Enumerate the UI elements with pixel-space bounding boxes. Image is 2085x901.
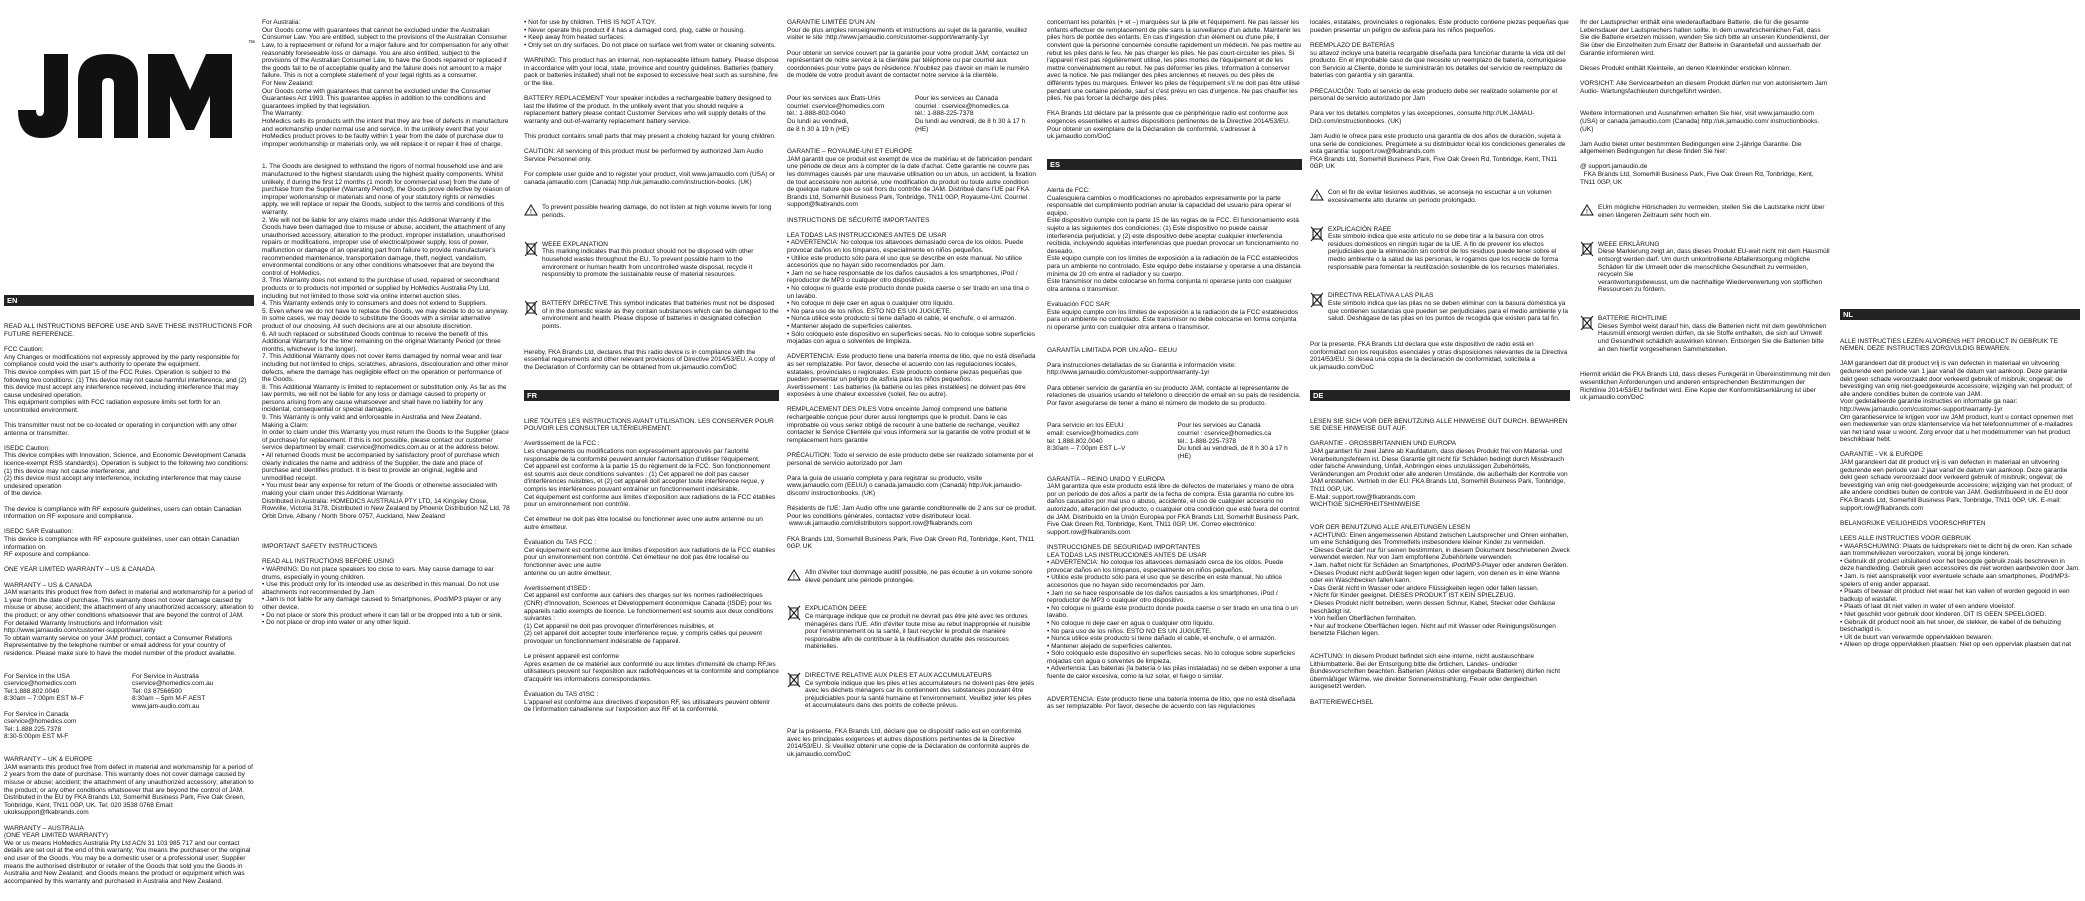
fr-battery-notes: concernant les polarités (+ et –) marquées sur la pile et l'équipement. Ne pas laisser les enfants effectuer de remplacement de pile sans la surveillance d'un adulte. Maintenir les piles hors de portée des enfants. En cas d'ingestion d'un élément ou d'une pile, il convient que la personne concernée consulte rapidement un médecin. Ne pas mettre au rebut les piles dans le feu. Ne pas charger les piles. Ne pas court-circuiter les piles. Si l'appareil n'est pas régulièrement utilisé, les piles mortes de l'équipement et de les mettre convenablement au rebut. Ne pas déformer les piles. Information à conserver avec la notice. Ne pas mélanger des piles anciennes et neuves ou des piles de différents types ou marques. Enlever les piles de l'équipement s'il ne doit pas être utilisé pendant une certaine période, sauf si c'est prévu en cas d'urgence. Ne pas chauffer les piles. Ne pas forcer la décharge des piles. FKA Brands Ltd déclare par la présente que ce périphérique radio est conforme aux exigences essentielles et autres dispositions pertinentes de la Directive 2014/53/EU. Pour obtenir un exemplaire de la Déclaration de conformité, s'adresser à uk.jamaudio.com/DoC [1047, 19, 1302, 141]
column-8 [1840, 4, 2080, 752]
weee-bin-icon [787, 605, 801, 621]
es-hearing-warning-text: Con el fin de evitar lesiones auditivas, se aconseja no escuchar a un volumen excesivamente alto durante un período prolongado. [1328, 189, 1554, 204]
es-battery-text: DIRECTIVA RELATIVA A LAS PILAS Este símbolo indica que las pilas no se deben eliminar con la basura doméstica ya que contienen sustancias que pueden ser perjudiciales para el medio ambiente y la salud. Deshágase de las pilas en los puntos de recogida que existen para tal fin. [1328, 292, 1568, 323]
es-continued-text: locales, estatales, provinciales o regionales. Este producto contiene piezas pequeñas que pueden presentar un peligro de asfixia para los niños pequeños. REEMPLAZO DE BATERÍAS su altavoz incluye una batería recargable diseñada para funcionar durante la vida útil del producto. En el improbable caso de que necesite un reemplazo de batería, comuníquese con Servicio al Cliente, donde le suministrarán los detalles del servicio de reemplazo de baterías con garantía y sin garantía. PRECAUCIÓN: Todo el servicio de este producto debe ser realizado solamente por el personal de servicio autorizado por Jam Para ver los detalles completos y las excepciones, consulte http://UK.JAMAU-DIO.com/instructionbooks. (UK) Jam Audio le ofrece para este producto una garantía de dos años de duración, sujeta a una serie de condiciones. Pregúntele a su distribuidor local los condiciones generales de esta garantía: support.row@fkabrands.com FKA Brands Ltd, Somerhill Business Park, Five Oak Green Rd, Tonbridge, Kent, TN11 0GP, UK [1310, 19, 1569, 171]
es-weee-text: EXPLICACIÓN RAEE Este símbolo indica que este artículo no se debe tirar a la basura con otros residuos domésticos en ningún lugar de la UE. A fin de prevenir los efectos perjudiciales que la eliminación sin control de los residuos puede tener sobre el medio ambiente o la salud de las personas, le rogamos que los recicle de forma responsable para fomentar la reutilización sostenible de los recursos materiales. [1328, 225, 1560, 271]
es-hearing-warning [1310, 189, 1570, 204]
weee-bin-icon [1580, 241, 1594, 257]
english-section [4, 280, 254, 901]
es-body-text: Alerta de FCC: Cualesquiera cambios o modificaciones no aprobados expresamente por la parte responsable del cumplimiento podrían anular la capacidad del usuario para operar el equipo. Este dispositivo cumple con la parte 15 de las reglas de la FCC. El funcionamiento está sujeto a las siguientes dos condiciones: (1) Este dispositivo no puede causar interferencia perjudicial, y (2) este dispositivo debe aceptar cualquier interferencia recibida, incluyendo aquellas interferencias que puedan provocar un funcionamiento no deseado. Este equipo cumple con los límites de exposición a la radiación de la FCC establecidos para un ambiente no controlado. Este equipo debe instalarse y operarse a una distancia mínima de 20 cm entre el radiador y su cuerpo. Este transmisor no debe colocarse en forma conjunta ni operarse junto con cualquier otra antena o transmisor. Evaluación FCC SAR: Este equipo cumple con los límites de exposición a la radiación de la FCC establecidos para un ambiente no controlado. Este transmisor no debe colocarse en forma conjunta ni operarse junto con cualquier otra antena o transmisor. GARANTÍA LIMITADA POR UN AÑO– EEUU Para instrucciones detalladas de su Garantía e información visite: http://www.jamaudio.com/customer-support/warranty-1yr Para obtener servicio de garantía en su producto JAM, contacte al representante de relaciones de usuarios usando el teléfono o dirección de email en su país de residencia. Por favor asegurarse de tener a mano el número de modelo de su producto. [1047, 187, 1301, 407]
section-header-es: ES [1047, 159, 1302, 170]
fr-warranty-text: GARANTIE LIMITÉE D'UN AN Pour de plus amples renseignements et instructions au sujet de la garantie, veuillez visiter le site :http://www.jamaudio.com/customer-support/warranty-1yr Pour obtenir un service couvert par la garantie pour votre produit JAM, contactez un représentant de notre service à la clientèle par téléphone ou par courriel aux coordonnées pour votre pays de résidence. N'oubliez pas d'avoir en main le numéro de modèle de votre produit avant de contacter notre service à la clientèle. [787, 19, 1030, 80]
fr-service-us: Pour les services aux États-Unis courriel: cservice@homedics.com tél.: 1-888-802-0040 Du lundi au vendredi, de 8 h 30 à 19 h (HE) [787, 95, 885, 133]
de-continued-text: Ihr der Lautsprecher enthält eine wiederaufladbare Batterie, die für die gesamte Lebensdauer der Lautsprechers halten sollte. In dem unwahrscheinlichen Fall, dass Sie die Batterie ersetzen müssen, wenden Sie sich bitte an unseren Kundendienst, der Sie über die Einzelheiten zum Ersatz der Batterie in Garantiefall und ausserhalb der Garantie informieren wird. Dieses Produkt enthält Kleinteile, an denen Kleinkinder ersticken können. VORSICHT: Alle Servicearbeiten an diesem Produkt dürfen nur von autorisiertem Jam Audio- Wartungsfachleuten durchgeführt werden. Weitere Informationen und Ausnahmen erhalten Sie hier, visit www.jamaudio.com (USA) or canada.jamaudio.com (Canada) http://uk.jamaudio.com/ instructionbooks. (UK) Jam Audio bietet unter bestimmten Bedingungen eine 2-jährige Garantie. Die allgemeinen Bedingungen fur diese finden Sie hier: @ support.jamaudio.de FKA Brands Ltd, Somerhill Business Park, Five Oak Green Rd, Tonbridge, Kent, TN11 0GP, UK [1580, 19, 1830, 186]
battery-bin-icon [787, 672, 801, 688]
fr-hearing-warning [787, 569, 1037, 584]
safety-text: • Not for use by children. THIS IS NOT A TOY. • Never operate this product if it has a damaged cord, plug, cable or housing. • Keep away from heated surfaces. • Only set on dry surfaces. Do not place on surface wet from water or cleaning solvents. WARNING: This product has an internal, non-replaceable lithium battery. Please dispose in accordance with your local, state, province and country guidelines. Batteries (battery pack or batteries installed) shall not be exposed to excessive heat such as sunshine, fire or the like. BATTERY REPLACEMENT Your speaker includes a rechargeable battery designed to last the lifetime of the product. In the unlikely event that you should require a replacement battery please contact Customer Services who will supply details of the warranty and out-of-warranty replacement battery service. This product contains small parts that may present a choking hazard for young children. CAUTION: All servicing of this product must be performed by authorized Jam Audio Service Personnel only. For complete user guide and to register your product, visit www.jamaudio.com (USA) or canada.jamaudio.com (Canada) http://uk.jamaudio.com/instruction-books. (UK) [524, 19, 779, 186]
de-battery [1580, 315, 1830, 353]
es-warranty-text: GARANTÍA – REINO UNIDO Y EUROPA JAM garantiza que este producto está libre de defectos de materiales y mano de obra por un periodo de dos años a partir de la fecha de compra. Esta garantía no cubre los daños causados por mal uso o abuso, accidente, el uso de cualquier accesorio no autorizado, alteración del producto, o cualquier otra condición que esté fuera del control de JAM. Distribuido en la Unión Europea por FKA Brands Ltd, Somerhill Business Park, Five Oak Green Rd, Tonbridge, Kent, TN11 0GP, UK. Correo electrónico: support.row@fkabrands.com INSTRUCCIONES DE SEGURIDAD IMPORTANTES LEA TODAS LAS INSTRUCCIONES ANTES DE USAR • ADVERTENCIA: No coloque los altavoces demasiado cerca de los oídos. Puede provocar daños en los tímpanos, especialmente en niños pequeños. • Utilice este producto sólo para el uso que se describe en este manual. No utilice accesorios que no hayan sido recomendados por Jam. • Jam no se hace responsable de los daños causados a los smartphones, iPod / reproductor de MP3 o cualquier otro dispositivo. • No coloque ni guarde este producto donde pueda caerse o ser tirado en una tina o un lavabo. • No coloque ni deje caer en agua o cualquier otro líquido. • No para uso de los niños. ESTO NO ES UN JUGUETE. • Nunca utilice este producto si tiene dañado el cable, el enchufe, o el armazón. • Mantener alejado de superficies calientes. • Sólo colóquelo este dispositivo en superficies secas. No lo coloque sobre superficies mojadas con agua o solventes de limpieza. • Advertencia: Las baterías (la batería o las pilas instaladas) no se deben exponer a una fuente de calor excesiva, como la luz solar, el fuego o similar. ADVERTENCIA: Este producto tiene una batería interna de litio, que no está diseñada as ser remplazable. Por favor, deseche de acuerdo con las regulaciones [1047, 475, 1301, 711]
hearing-warning-icon [1310, 189, 1324, 201]
svg-text:!: ! [1586, 209, 1588, 217]
declaration-text: Hereby, FKA Brands Ltd, declares that this radio device is in compliance with the essential requirements and other relevant provisions of Directive 2014/53/EU. A copy of the Declaration of Conformity can be obtained from uk.jamaudio.com/DoC [524, 348, 777, 371]
de-weee [1580, 241, 1830, 294]
column-2 [262, 4, 510, 752]
fr-battery [787, 672, 1037, 710]
en-service-contacts [4, 673, 254, 741]
es-service-canada: Pour les services au Canada courriel : cservice@homedics.ca tél.: 1-888-225-7378 Du lundi au vendredi, de 8 h 30 à 17 h (HE) [1177, 422, 1288, 460]
de-weee-text: WEEE ERKLÄRUNG Diese Markierung zeigt an, dass dieses Produkt EU-weit nicht mit dem Hausmüll entsorgt werden darf. Um durch unkontrollierte Abfallentsorgung mögliche Schäden für die Umwelt oder die menschliche Gesundheit zu vermeiden, recyceln Sie verantwortungsbewusst, um die nachhaltige Wiederverwertung von stofflichen Ressourcen zu fördern. [1598, 240, 1830, 294]
australia-intro-text-visible: For Australia: Our Goods come with guarantees that cannot be excluded under the Australian Consumer Law. You are entitled, subject to the provisions of the Australian Consumer Law, to a replacement or refund for a major failure and for compensation for any other reasonably foreseeable loss or damage. You are also entitled, subject to the provisions of the Australian Consumer Law, to have the Goods repaired or replaced if the goods fail to be of acceptable quality and the failure does not amount to a major failure. This is not a complete statement of your legal rights as a consumer. For New Zealand: Our Goods come with guarantees that cannot be excluded under the Consumer Guarantees Act 1993. This guarantee applies in addition to the conditions and guarantees implied by that legislation. The Warranty: HoMedics sells its products with the intent that they are free of defects in manufacture and workmanship under normal use and service. In the unlikely event that your HoMedics product proves to be faulty within 1 year from the date of purchase due to improper workmanship or materials only, we will replace it or repair it free of charge. [262, 19, 509, 148]
service-australia: For Service in Australia cservice@homedics.com.au Tel: 03 87566500 8:30am – 5pm M-F AEST www.jam-audio.com.au [132, 672, 214, 711]
fr-body-text: LIRE TOUTES LES INSTRUCTIONS AVANT UTILISATION. LES CONSERVER POUR POUVOIR LES CONSULTER ULTÉRIEUREMENT. Avertissement de la FCC : Les changements ou modifications non expressément approuvés par l'autorité responsable de la conformité peuvent annuler l'autorisation d'utiliser l'équipement. Cet appareil est conforme à la partie 15 du règlement de la FCC. Son fonctionnement est soumis aux deux conditions suivantes : (1) Cet appareil ne doit pas causer d'interférences nuisibles, et (2) cet appareil doit accepter toute interférence reçue, y compris les interférences pouvant entraîner un fonctionnement indésirable. Cet équipement est conforme aux limites d'exposition aux radiations de la FCC établies pour un environnement non contrôlé. Cet émetteur ne doit pas être localisé ou fonctionner avec une autre antenne ou un autre émetteur. Évaluation du TAS FCC : Cet équipement est conforme aux limites d'exposition aux radiations de la FCC établies pour un environnement non contrôlé. Cet émetteur ne doit pas être localisé ou fonctionner avec une autre antenne ou un autre émetteur. Avertissement d'ISED : Cet appareil est conforme aux cahiers des charges sur les normes radioélectriques (CNR) d'Innovation, Sciences et Développement économique Canada (ISDE) pour les appareils radio exempts de licence. Le fonctionnement est soumis aux deux conditions suivantes : (1) Cet appareil ne doit pas provoquer d'interférences nuisibles, et (2) cet appareil doit accepter toute interférence reçue, y compris celles qui peuvent provoquer un fonctionnement indésirable de l'appareil. Le présent appareil est conforme Après examen de ce matériel aux conformité ou aux limites d'intensité de champ RF,les utilisateurs peuvent sur l'exposition aux radiofréquences et la conformité and compliance d'acquérir les informations correspondantes. Évaluation du TAS d'ISC : L'appareil est conforme aux directives d'exposition RF, les utilisateurs peuvent obtenir de l'information canadienne sur l'exposition aux RF et la conformité. [524, 417, 779, 714]
battery-directive [524, 300, 779, 330]
jam-logo-graphic [8, 50, 244, 140]
de-hearing-warning-text: EUm mögliche Hörschaden zu vermeiden, stellen Sie die Lautstarke nicht über einen längeren Zeitraum sehr hoch ein. [1598, 204, 1827, 220]
fr-warranty-europe-text: GARANTIE – ROYAUME-UNI ET EUROPE JAM garantit que ce produit est exempt de vice de matériau et de fabrication pendant une période de deux ans à compter de la date d'achat. Cette garantie ne couvre pas les dommages causés par une mauvaise utilisation ou un abus, un accident, la fixation de tout accessoire non autorisé, une modification du produit ou toute autre condition de quelque nature que ce soit hors du contrôle de JAM. Distribué dans l'UE par FKA Brands Ltd, Somerhill Business Park, Tonbridge, TN11 0GP, Royaume-Uni. Courriel : support@fkabrands.com INSTRUCTIONS DE SÉCURITÉ IMPORTANTES LEA TODAS LAS INSTRUCCIONES ANTES DE USAR • ADVERTENCIA: No coloque los altavoces demasiado cerca de los oídos. Puede provocar daños en los tímpanos, especialmente en niños pequeños. • Utilice este producto sólo para el uso que se describe en este manual. No utilice accesorios que no hayan sido recomendados por Jam. • Jam no se hace responsable de los daños causados a los smartphones, iPod / reproductor de MP3 o cualquier otro dispositivo. • No coloque ni guarde este producto donde pueda caerse o ser tirado en una tina o un lavabo. • No coloque ni deje caer en agua o cualquier otro líquido. • No para uso de los niños. ESTO NO ES UN JUGUETE. • Nunca utilice este producto si tiene dañado el cable, el enchufe, o el armazón. • Mantener alejado de superficies calientes. • Sólo colóquelo este dispositivo en superficies secas. No lo coloque sobre superficies mojadas con agua o solventes de limpieza. ADVERTENCIA: Este producto tiene una batería interna de litio, que no está diseñada as ser remplazable. Por favor, deseche el acuerdo con las regulaciones locales, estatales, provinciales o regionales. Este producto contiene piezas pequeñas que pueden presentar un peligro de asfixia para los niños pequeños. Avertissement : Les batteries (la batterie ou les piles installées) ne doivent pas être exposées à une chaleur excessive (soleil, feu ou autre). REMPLACEMENT DES PILES Votre enceinte Jamoji comprend une batterie rechargeable conçue pour durer aussi longtemps que le produit. Dans le cas improbable où vous seriez obligé de recourir à une batterie de rechange, veuillez contacter le Service Clientèle qui vous informera sur la garantie de votre produit et le remplacement hors garantie PRÉCAUTION: Todo el servicio de este producto debe ser realizado solamente por el personal de servicio autorizado por Jam Para la guía de usuario completa y para registrar su producto, visite www.jamaudio.com (EEUU) o canada.jamaudio.com (Canadá) http://uk.jamaudio-discom/ instructionbooks. (UK) Résidents de l'UE: Jam Audio offre une garantie conditionnelle de 2 ans sur ce produit. Pour les conditions générales, contactez votre distributeur local. www.uk.jamaudio.com/distributors support.row@fkabrands.com FKA Brands Ltd, Somerhill Business Park, Five Oak Green Rd, Tonbridge, Kent, TN11 0GP, UK [787, 148, 1037, 551]
fr-service-canada: Pour les services au Canada courriel : cservice@homedics.ca tél.: 1-888-225-7378 Du lundi au vendredi, de 8 h 30 à 17 h (HE) [915, 95, 1026, 133]
battery-directive-text: BATTERY DIRECTIVE This symbol indicates that batteries must not be disposed of in the domestic waste as they contain substances which can be damaged to the environment and health. Please dispose of batteries in designated collection points. [542, 299, 781, 330]
svg-text:!: ! [793, 573, 795, 581]
column-3 [524, 4, 779, 752]
svg-text:!: ! [1316, 194, 1318, 202]
warranty-terms-text: 1. The Goods are designed to withstand the rigors of normal household use and are manufactured to the highest standards using the highest quality components. Whilst unlikely, if during the first 12 months (1 month for commercial use) from the date of purchase from the Supplier (Warranty Period), the Goods prove defective by reason of improper workmanship or materials and none of your statutory rights or remedies apply, we will replace or repair the Goods, subject to the terms and conditions of this warranty. 2. We will not be liable for any claims made under this Additional Warranty if the Goods have been damaged due to misuse or abuse, accident, the attachment of any unauthorised accessory, alteration to the product, improper installation, unauthorised repairs or modifications, improper use of electrical/power supply, loss of power, malfunction or damage of an operating part from failure to provide manufacturer's recommended maintenance, transportation damage, theft, neglect, vandalism, environmental conditions or any other conditions whatsoever that are beyond the control of HoMedics. 3. This Warranty does not extend to the purchase of used, repaired or secondhand products or to products not imported or supplied by HoMedics Australia Pty Ltd, including but not limited to those sold via online internet auction sites. 4. This Warranty extends only to consumers and does not extend to Suppliers. 5. Even where we do not have to replace the Goods, we may decide to do so anyway. In some cases, we may decide to substitute the Goods with a similar alternative product of our choosing. All such decisions are at our absolute discretion. 6. All such replaced or substituted Goods continue to receive the benefit of this Additional Warranty for the time remaining on the original Warranty Period (or three months, whichever is the longer). 7. This Additional Warranty does not cover items damaged by normal wear and tear including but not limited to chips, scratches, abrasions, discolouration and other minor defects, where the damage has negligible effect on the operation or performance of the Goods. 8. This Additional Warranty is limited to replacement or substitution only. As far as the law permits, we will not be liable for any loss or damage caused to property or persons arising from any cause whatsoever and shall have no liability for any incidental, consequential or special damages. 9. This Warranty is only valid and enforceable in Australia and New Zealand. Making a Claim: In order to claim under this Warranty you must return the Goods to the Supplier (place of purchase) for replacement. If this is not possible, please contact our customer service department by email: cservice@homedics.com.au or at the address below. • All returned Goods must be accompanied by satisfactory proof of purchase which clearly indicates the name and address of the Supplier, the date and place of purchase and identifies product. It is best to provide an original, legible and unmodified receipt. • You must bear any expense for return of the Goods or otherwise associated with making your claim under this Additional Warranty. Distributed in Australia: HOMEDICS AUSTRALIA PTY LTD, 14 Kingsley Close, Rowville, Victoria 3178. Distributed in New Zealand by Phoenix Distribution NZ Ltd, 78 Orbit Drive, Albany / North Shore 0757, Auckland, New Zealand IMPORTANT SAFETY INSTRUCTIONS READ ALL INSTRUCTIONS BEFORE USING • WARNING: Do not place speakers too close to ears. May cause damage to ear drums, especially in young children. • Use this product only for its intended use as described in this manual. Do not use attachments not recommended by Jam • Jam is not liable for any damage caused to Smartphones, iPod/MP3 player or any other device. • Do not place or store this product where it can fall or be dropped into a tub or sink. • Do not place or drop into water or any other liquid. [262, 163, 510, 627]
column-1 [4, 4, 255, 885]
section-header-en: EN [4, 295, 254, 306]
weee-bin-icon [524, 241, 538, 257]
section-header-de: DE [1310, 390, 1570, 401]
en-warranty-text: WARRANTY – UK & EUROPE JAM warrants this product free from defect in material and workmanship for a period of 2 years from the date of purchase. This warranty does not cover damage caused by misuse or abuse; accident; the attachment of any unauthorized accessory; alteration to the product; or any other conditions whatsoever that are beyond the control of JAM. Distributed in the EU by FKA Brands Ltd, Somerhill Business Park, Five Oak Green, Tonbridge, Kent, TN11 0GP, UK. Tel: 020 3538 0768 Email: ukuksupport@fkabrands.com WARRANTY – AUSTRALIA (ONE YEAR LIMITED WARRANTY) We or us means HoMedics Australia Pty Ltd ACN 31 103 985 717 and our contact details are set out at the end of this warranty; You means the purchaser or the original end user of the Goods. You may be a domestic user or a professional user; Supplier means the authorised distributor or retailer of the Goods that sold you the Goods in Australia and New Zealand; and Goods means the product or equipment which was accompanied by this warranty and purchased in Australia and New Zealand. [4, 756, 254, 885]
es-battery [1310, 292, 1570, 322]
nl-body-text: ALLE INSTRUCTIES LEZEN ALVORENS HET PRODUCT IN GEBRUIK TE NEMEN. DEZE INSTRUCTIES ZORGVULDIG BEWAREN. JAM garandeert dat dit product vrij is van defecten in materiaal en uitvoering gedurende een periode van 1 jaar vanaf de datum van aankoop. Deze garantie dekt geen schade veroorzaakt door verkeerd gebruik of misbruik; ongeval; de bevestiging van enig niet-goedgekeurde accessoire; wijziging van het product; of alle andere condities buiten de controle van JAM. Voor gedetailleerde garantie instructies en informatie ga naar: http://www.jamaudio.com/customer-support/warranty-1yr Om garantieservice te krijgen voor uw JAM product, kunt u contact opnemen met een medewerker van onze klantenservice via het telefoonnummer of e-mailadres van het land waar u woont. Zorg ervoor dat u het modelnummer van het product beschikbaar hebt. GARANTIE - VK & EUROPE JAM garandeert dat dit product vrij is van defecten in materiaal en uitvoering gedurende een periode van 2 jaar vanaf de datum van aankoop. Deze garantie dekt geen schade veroorzaakt door verkeerd gebruik of misbruik; ongeval; de bevestiging van enig niet-goedgekeurde accessoire; wijziging van het product; of alle andere condities buiten de controle van JAM. Gedistribueerd in de EU door FKA Brands Ltd, Somerhill Business Park, Tonbridge, TN11 0GP, UK. E-mail: support.row@fkabrands.com BELANGRIJKE VEILIGHEIDS VOORSCHRIFTEN LEES ALLE INSTRUCTIES VOOR GEBRUIK • WAARSCHUWING: Plaats de luidsprekers niet te dicht bij de oren. Kan schade aan trommelvliezen veroorzaken, vooral bij jonge kinderen. • Gebruik dit product uitsluitend voor het beoogde gebruik zoals beschreven in deze handleiding. Gebruik geen accessoires die niet worden aanbevolen door Jam. • Jam. is niet aansprakelijk voor eventuele schade aan smartphones, iPod/MP3-spelers of enig ander apparaat. • Plaats of bewaar dit product niet waar het kan vallen of worden gegooid in een badkuip of wastafel. • Plaats of laat dit niet vallen in water of een andere vloeistof. • Niet geschikt voor gebruik door kinderen. DIT IS GEEN SPEELGOED. • Gebruik dit product nooit als het snoer, de stekker, de kabel of de behuizing beschadigd is. • Uit de buurt van verwarmde oppervlakken bewaren. • Alleen op droge oppervlakken plaatsen. Niet op een oppervlak plaatsen dat nat [1840, 337, 2080, 649]
es-service-contacts [1047, 422, 1302, 460]
de-declaration-text: Hiermit erklärt die FKA Brands Ltd, dass dieses Funkgerät in Übereinstimmung mit den wesentlichen Anforderungen und anderen entsprechenden Bestimmungen der Richtlinie 2014/53/EU befindet wird. Eine Kopie der Konformitätserklärung ist über uk.jamaudio.com/DoC [1580, 371, 1832, 402]
fr-weee-text: EXPLICATION DEEE Ce marquage indique que ce produit ne devrait pas être jeté avec les ordures ménagères dans l'UE. Afin d'éviter toute mise au rebut inappropriée et nuisible pour l'environnement ou la santé, il faut recycler le produit de manière responsable afin de contribuer à la réutilisation durable des ressources matérielles. [805, 605, 1031, 651]
column-8-spacer [1840, 19, 2080, 291]
de-body-text: LESEN SIE SICH VOR DER BENUTZUNG ALLE HINWEISE GUT DURCH. BEWAHREN SIE DIESE HINWEISE GUT AUF. GARANTIE - GROSSBRITANNIEN UND EUROPA JAM garantiert für zwei Jahre ab Kaufdatum, dass dieses Produkt frei von Material- und Verarbeitungsfehlern ist. Diese Garantie gilt nicht für Schäden bedingt durch Missbrauch oder falsche Anwendung, Unfall, Anbringen eines unzulässigen Zubehörteils, Veränderungen am Produkt oder alle anderen Umstände, die außerhalb der Kontrolle von JAM entstehen. Vertrieb in der EU: FKA Brands Ltd, Somerhill Business Park, Tonbridge, TN11 0GP, UK. E-Mail: support.row@fkabrands.com WICHTIGE SICHERHEITSHINWEISE VOR DER BENUTZUNG ALLE ANLEITUNGEN LESEN • ACHTUNG: Einen angemessenen Abstand zwischen Lautsprecher und Ohren einhalten, um eine Schädigung des Trommelfells insbesondere kleiner Kinder zu vermeiden. • Dieses Gerät darf nur für seinen bestimmten, in diesem Dokument beschriebenen Zweck verwendet werden. Nur von Jam empfohlene Zubehörteile verwenden. • Jam. haftet nicht für Schäden an Smartphones, iPod/MP3-Player oder anderen Geräten. • Dieses Produkt nicht auf/Gerät liegen legen oder lagern, von denen es in eine Wanne oder ein Waschbecken fallen kann. • Das Gerät nicht in Wasser oder andere Flüssigkeiten legen oder fallen lassen. • Nicht für Kinder geeignet. DIESES PRODUKT IST KEIN SPIELZEUG. • Dieses Produkt nicht betreiben, wenn dessen Schnur, Kabel, Stecker oder Gehäuse beschädigt ist. • Von heißen Oberflächen fernhalten. • Nur auf trockene Oberflächen legen. Nicht auf mit Wasser oder Reinigungslösungen benetzte Flächen legen. ACHTUNG: In diesem Produkt befindet sich eine interne, nicht austauschbare Lithiumbatterie. Bei der Entsorgung bitte die örtlichen, Landes- und/oder Bundesvorschriften beachten. Batterien (Akkus oder eingebaute Batterien) dürfen nicht übermäßiger Wärme, wie direkter Sonneneinstrahlung, Feuer oder dergleichen ausgesetzt werden. BATTERIEWECHSEL [1310, 417, 1570, 706]
fr-weee [787, 605, 1037, 651]
trademark-symbol: ™ [248, 40, 255, 47]
weee-explanation-text: WEEE EXPLANATION This marking indicates that this product should not be disposed with other household wastes throughout the EU. To prevent possible harm to the environment or human health from uncontrolled waste disposal, recycle it responsibly to promote the sustainable reuse of material resources. [542, 240, 754, 279]
hearing-warning-text: To prevent possible hearing damage, do not listen at high volume levels for long periods. [542, 204, 774, 220]
weee-bin-icon [1310, 226, 1324, 242]
battery-bin-icon [1310, 292, 1324, 308]
battery-bin-icon [1580, 315, 1594, 331]
fr-hearing-warning-text: Afin d'éviter tout dommage auditif possible, ne pas écouter à un volume sonore élevé pendant une période prolongée. [805, 568, 1035, 584]
column-4 [787, 4, 1037, 758]
column-6 [1310, 4, 1570, 752]
section-header-fr: FR [524, 390, 779, 401]
battery-bin-icon [524, 300, 538, 316]
hearing-warning-icon [524, 204, 538, 216]
de-hearing-warning [1580, 204, 1830, 219]
es-service-us: Para servicio en los EEUU email: cservice@homedics.com tel: 1.888.802.0040 8:30am – 7:00pm EST L–V [1047, 422, 1139, 453]
hearing-warning [524, 204, 779, 219]
service-us-canada: For Service in the USA cservice@homedics.com Tel:1.888.802.0040 8:30am – 7:00pm EST M–F For Service in Canada cservice@homedics.com Tel: 1.888.225.7378 8:30-5:00pm EST M-F [4, 672, 84, 741]
de-battery-text: BATTERIE RICHTLINIE Dieses Symbol weist darauf hin, dass die Batterien nicht mit dem gewöhnlichen Hausmüll entsorgt werden dürfen, da sie Stoffe enthalten, die sich auf Umwelt und Gesundheit schädlich auswirken können. Entsorgen Sie die Batterien bitte an den hierfür vorgesehenen Sammelstellen. [1598, 315, 1827, 353]
es-weee [1310, 226, 1570, 272]
hearing-warning-icon [787, 569, 801, 581]
weee-explanation [524, 241, 779, 279]
fr-battery-text: DIRECTIVE RELATIVE AUX PILES ET AUX ACCUMULATEURS Ce symbole indique que les piles et les accumulateurs ne doivent pas être jetés avec les déchets ménagers car ils contiennent des substances pouvant être préjudiciables pour la santé humaine et l'environnement. Veuillez jeter les piles et accumulateurs dans des points de collecte prévus. [805, 672, 1035, 710]
section-header-nl: NL [1840, 309, 2080, 320]
svg-text:!: ! [530, 209, 532, 217]
es-declaration-text: Por la presente, FKA Brands Ltd declara que este dispositivo de radio está en conformidad con los requisitos esenciales y otras disposiciones relevantes de la Directiva 2014/53/EU. Si desea una copia de la declaración de conformidad, solicítela a uk.jamaudio.com/DoC [1310, 340, 1570, 371]
column-5 [1047, 4, 1302, 752]
fr-service-contacts [787, 95, 1037, 133]
jam-logo [4, 19, 254, 42]
en-body-text: READ ALL INSTRUCTIONS BEFORE USE AND SAVE THESE INSTRUCTIONS FOR FUTURE REFERENCE. FCC Caution: Any Changes or modifications not expressly approved by the party responsible for compliance could void the user's authority to operate the equipment. This device complies with part 15 of the FCC Rules. Operation is subject to the following two conditions: (1) This device may not cause harmful interference, and (2) this device must accept any interference received, including interference that may cause undesired operation. This equipment complies with FCC radiation exposure limits set forth for an uncontrolled environment. This transmitter must not be co-located or operating in conjunction with any other antenna or transmitter. ISEDC Caution: This device complies with Innovation, Science, and Economic Development Canada licence-exempt RSS standard(s). Operation is subject to the following two conditions: (1) this device may not cause interference, and (2) this device must accept any interference, including interference that may cause undesired operation of the device. The device is compliance with RF exposure guidelines, users can obtain Canadian information on RF exposure and compliance. ISEDC SAR Evaluation: This device is compliance with RF exposure guidelines, user can obtain Canadian information on RF exposure and compliance. ONE YEAR LIMITED WARRANTY – US & CANADA WARRANTY – US & CANADA JAM warrants this product free from defect in material and workmanship for a period of 1 year from the date of purchase. This warranty does not cover damage caused by misuse or abuse; accident; the attachment of any unauthorized accessory; alteration to the product; or any other conditions whatsoever that are beyond the control of JAM. For detailed Warranty Instructions and Information visit: http://www.jamaudio.com/customer-support/warranty To obtain warranty service on your JAM product, contact a Consumer Relations Representative by the telephone number or email address for your country of residence. Please make sure to have the model number of the product available. [4, 323, 254, 657]
hearing-warning-icon [1580, 204, 1594, 216]
fr-declaration-text: Par la présente, FKA Brands Ltd, déclare que ce dispositif radio est en conformité avec les principales exigences et autres dispositions pertinentes de la Directive 2014/53/EU. Si Veuillez obtenir une copie de la Déclaration de conformité auprès de uk.jamaudio.com/DoC [787, 728, 1031, 758]
column-7 [1580, 4, 1830, 752]
